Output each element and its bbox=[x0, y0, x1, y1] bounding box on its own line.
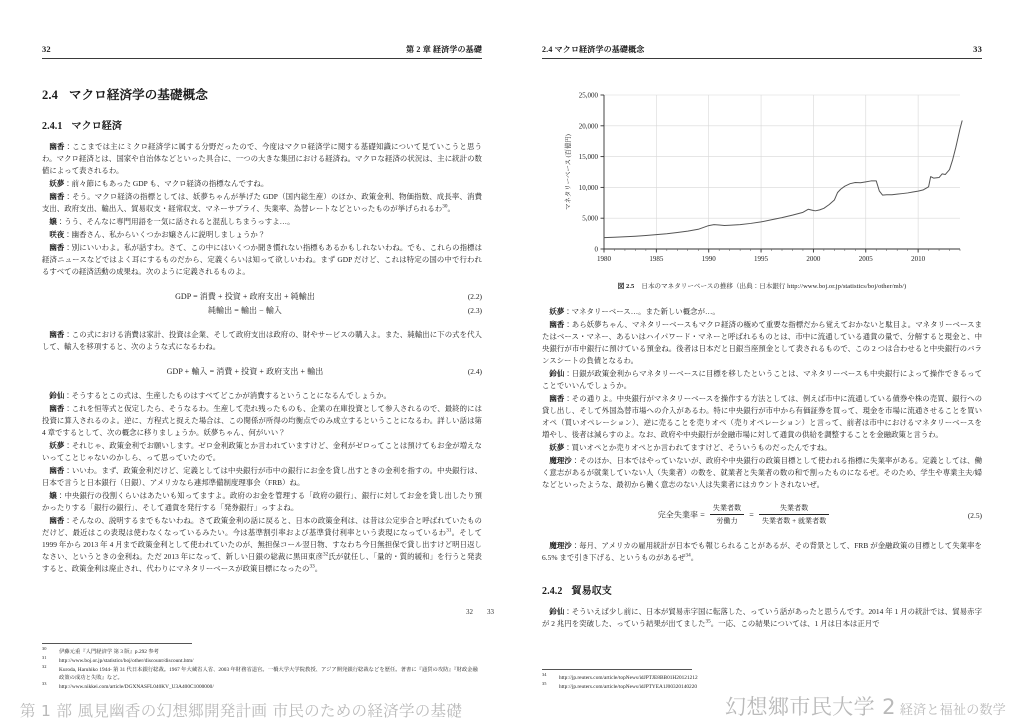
section-title: マクロ経済学の基礎概念 bbox=[69, 88, 208, 102]
paragraph: 嬢：うう、そんなに専門用語を一気に話されると混乱しちまうっすよ…。 bbox=[49, 216, 295, 226]
section-number: 2.4 bbox=[42, 88, 58, 102]
paragraph: 妖夢：前々節にもあった GDP も、マクロ経済の指標なんですね。 bbox=[49, 178, 269, 188]
section-title-right: 2.4 マクロ経済学の基礎概念 bbox=[542, 45, 645, 54]
equation-2-5 bbox=[542, 504, 982, 527]
paragraph: 幽香：これを恒等式と仮定したら、そうなるわ。生産して売れ残ったものも、企業の在庫投資として参入されるので、最終的には投資に算入されるのよ。逆に、方程式と捉えた場合は、この関係が所得の均衡点でのみ成立するということになるわ。詳しい話は第 4 章でするとして、次の概念に移りましょうか。妖夢ちゃん、何がいい？ bbox=[42, 403, 482, 437]
svg-text:1990: 1990 bbox=[701, 255, 716, 263]
svg-text:15,000: 15,000 bbox=[578, 153, 598, 162]
footnote-rule bbox=[42, 643, 192, 644]
paragraph: 魔理沙：そのほか、日本ではやっていないが、政府や中央銀行の政策目標として使われる指標に失業率がある。定義としては、働く意志があるが就業していない人（失業者）の数を、就業者と失業者の数の和で割ったものになるぜ。そのため、学生や専業主夫/婦などといったような、最初から働く意志のない人は失業者にはカウントされないぜ。 bbox=[542, 455, 982, 489]
paragraph: 咲夜：幽香さん、私からいくつかお嬢さんに説明しましょうか？ bbox=[49, 229, 266, 239]
footnote-ref-31[interactable]: 31 bbox=[446, 527, 452, 534]
folio-right: 33 bbox=[973, 44, 982, 54]
subsection-heading-242 bbox=[542, 582, 982, 597]
paragraph: 妖夢：それじゃ、政策金利でお願いします。ゼロ金利政策とか言われていますけど、金利がゼロってことは預けてもお金が増えないってことじゃないのかしら、って思っていたので。 bbox=[42, 440, 482, 462]
equation-body: 純輸出 = 輸出 − 輸入 bbox=[207, 305, 283, 315]
paragraph: 幽香：あら妖夢ちゃん、マネタリーベースもマクロ経済の極めて重要な指標だから覚えておかないと駄目よ。マネタリーベースまたはベース・マネー、あるいはハイパワード・マネーと呼ばれるものとは、市中に流通している通貨の量で、分解すると現金と、中央銀行が市中銀行に預けている預金ね。後者は日本だと日銀当座預金として表されるもので、この 2 つは合わせると中央銀行のバランスシートの負債となるわ。 bbox=[542, 319, 982, 365]
footnote-item: $^{33}$http://www.nikkei.com/article/DGXNASFL040KV_U3A400C1000000/ bbox=[42, 681, 214, 691]
paragraph: 妖夢：マネタリーベース…。また新しい概念が…。 bbox=[549, 307, 720, 316]
page-right bbox=[512, 0, 1024, 727]
paragraph: 鈴仙：そうするとこの式は、生産したものはすべてどこかが消費するということになるんでしょうか。 bbox=[49, 390, 391, 400]
paragraph: 幽香：ここまでは主にミクロ経済学に属する分野だったので、今度はマクロ経済学に関する基礎知識について見ていこうと思うわ。マクロ経済とは、国家や自治体などといった具合に、一つの大きな集団における経済ね。マクロな経済の状況は、主に統計の数値によって表されるわ。 bbox=[42, 142, 482, 175]
footnote-item: $^{34}$http://jp.reuters.com/article/topNews/idJPTJE8BB01H20121212 bbox=[542, 672, 698, 682]
footnote-ref-35[interactable]: 35 bbox=[705, 618, 711, 625]
footnote-ref-30[interactable]: 30 bbox=[442, 203, 448, 210]
footnote-item: $^{31}$http://www.boj.or.jp/statistics/boj/other/discount/discount.htm/ bbox=[42, 655, 194, 665]
chart-container bbox=[542, 85, 982, 275]
svg-text:2000: 2000 bbox=[806, 255, 821, 263]
figure-caption bbox=[542, 281, 982, 290]
paragraph: 鈴仙：日銀が政策金利からマネタリーベースに目標を移したということは、マネタリーベースも中央銀行によって操作できるってことでいいんでしょうか。 bbox=[542, 368, 982, 390]
equation-2-2 bbox=[42, 291, 482, 302]
subsection-title: 貿易収支 bbox=[571, 585, 612, 597]
svg-text:2005: 2005 bbox=[858, 255, 873, 263]
banner-subtitle: 経済と福祉の数学 bbox=[899, 703, 1006, 718]
equation-body: 完全失業率 = $\frac{\text{失業者数}}{\text{労働力}}$ = $\frac{\text{失業者数}}{\text{失業者数 + 就業者数}}$ bbox=[542, 504, 948, 527]
equation-tag: (2.5) bbox=[967, 510, 982, 520]
gutter-mark-left: 32 bbox=[466, 608, 473, 616]
svg-text:25,000: 25,000 bbox=[578, 91, 598, 100]
svg-text:1985: 1985 bbox=[649, 255, 664, 263]
paragraph: 幽香：別にいいわよ。私が話すわ。さて、この中にはいくつか聞き慣れない指標もあるかもしれないわね。でも、これらの指標は経済ニュースなどではよく耳にするものだから、定義くらいは知って欲しいわね。まず GDP だけど、これは特定の国の中で行われるすべての経済活動の成果ね。次のように定義されるものよ。 bbox=[42, 242, 482, 276]
fraction-expanded: $\frac{\text{失業者数}}{\text{失業者数 + 就業者数}}$ bbox=[759, 503, 829, 526]
chapter-title-left: 第 2 章 経済学の基礎 bbox=[406, 45, 482, 54]
equation-body: GDP + 輸入 = 消費 + 投資 + 政府支出 + 輸出 bbox=[166, 366, 324, 376]
svg-text:1980: 1980 bbox=[597, 255, 611, 263]
svg-text:20,000: 20,000 bbox=[578, 122, 598, 131]
figure-caption-text: 日本のマネタリーベースの推移（出典：日本銀行 http://www.boj.or.jp/statistics/boj/other/mb/) bbox=[641, 283, 907, 290]
subsection-number: 2.4.2 bbox=[542, 585, 563, 597]
svg-text:5,000: 5,000 bbox=[582, 214, 598, 223]
svg-text:10,000: 10,000 bbox=[578, 183, 598, 192]
gutter-page-marks bbox=[466, 608, 494, 616]
paragraph: 幽香：その通りよ。中央銀行がマネタリーベースを操作する方法としては、例えば市中に流通している債券や株の売買、銀行への貸し出し、そして外国為替市場への介入があるわ。特に中央銀行が市中から有価証券を買って、現金を市場に流通させることを買いオペ（買いオペレーション）、逆に売ることを売りオペ（売りオペレーション）と言って、前者は市中におけるマネタリーベースを増やし、後者は減らすのよ。なお、政府や中央銀行が金融市場に対して通貨の供給を調整することを金融政策と言うわ。 bbox=[542, 393, 982, 439]
footnote-item: $^{35}$http://jp.reuters.com/article/topNews/idJPTYEA1J00320140220 bbox=[542, 681, 698, 691]
equation-body: GDP = 消費 + 投資 + 政府支出 + 純輸出 bbox=[175, 291, 315, 301]
svg-text:マネタリーベース (百億円): マネタリーベース (百億円) bbox=[565, 134, 572, 210]
paragraph: 鈴仙：そういえば少し前に、日本が貿易赤字国に転落した、っていう話があったと思うんです。2014 年 1 月の統計では、貿易赤字が 2 兆円を突破した、っていう結果が出てました$^{35}$。一応、この結果については、1 月は日本は正月で bbox=[542, 606, 982, 628]
banner-left-text: 第 1 部 風見幽香の幻想郷開発計画 市民のための経済学の基礎 bbox=[20, 702, 463, 720]
figure-monetary-base bbox=[542, 85, 982, 290]
paragraph: 幽香：いいわ。まず、政策金利だけど、定義としては中央銀行が市中の銀行にお金を貸し出すときの金利を指すの。中央銀行は、日本で言うと日本銀行（日銀）、アメリカなら連邦準備制度理事会（FRB）ね。 bbox=[42, 465, 482, 487]
figure-label: 図 2.5 bbox=[617, 283, 635, 290]
subsection-heading-241 bbox=[42, 117, 482, 132]
footnotes-left bbox=[42, 643, 482, 693]
running-head-left bbox=[42, 44, 482, 59]
paragraph: 嬢：中央銀行の役割くらいはあたいも知ってますよ。政府のお金を管理する「政府の銀行」、銀行に対してお金を貸し出したり預かったりする「銀行の銀行」、そして通貨を発行する「発券銀行」っすよね。 bbox=[42, 490, 482, 512]
paragraph: 幽香：この式における消費は家計、投資は企業、そして政府支出は政府の、財やサービスの購入よ。また、純輸出に下の式を代入して、輸入を移項すると、次のような式になるわね。 bbox=[42, 329, 482, 351]
footnotes-right bbox=[542, 669, 982, 693]
paragraph: 妖夢：買いオペとか売りオペとか言われてますけど、そういうものだったんですね。 bbox=[549, 442, 832, 452]
gutter-mark-right: 33 bbox=[487, 608, 494, 616]
subsection-title: マクロ経済 bbox=[71, 121, 122, 132]
svg-text:0: 0 bbox=[594, 245, 598, 254]
section-heading bbox=[42, 85, 482, 103]
svg-text:2010: 2010 bbox=[911, 255, 926, 263]
equation-lhs: 完全失業率 bbox=[657, 510, 699, 520]
equation-2-3 bbox=[42, 305, 482, 316]
footnote-rule bbox=[542, 669, 692, 670]
equation-tag: (2.2) bbox=[467, 291, 482, 301]
footnote-item: $^{32}$Kuroda, Haruhiko 1944- 第 31 代日本銀行総裁。1967 年大蔵省入省、2003 年財務省退官。一橋大学大学院教授、アジア開発銀行総裁などを歴任。著書に『通貨の攻防』『財政金融政策の成功と失敗』など。 bbox=[42, 664, 478, 682]
folio-left: 32 bbox=[42, 44, 51, 54]
footnote-ref-32[interactable]: 32 bbox=[323, 551, 329, 558]
footnote-ref-33[interactable]: 33 bbox=[309, 563, 315, 570]
equation-2-4 bbox=[42, 366, 482, 377]
equation-block-gdp bbox=[42, 291, 482, 316]
banner-title: 幻想郷市民大学 2 bbox=[725, 695, 896, 719]
equation-block-unemployment bbox=[542, 504, 982, 527]
footnote-ref-34[interactable]: 34 bbox=[685, 552, 691, 559]
equation-tag: (2.4) bbox=[467, 366, 482, 376]
running-head-right bbox=[542, 44, 982, 59]
paragraph: 幽香：そんなの、説明するまでもないわね。さて政策金利の話に戻ると、日本の政策金利は、は昔は公定歩合と呼ばれていたものだけど、最近はこの表現は使わなくなっているみたい。今は基準割引率および基準貸付利率という表現になっているわ$^{31}$。そして 1999 年から 2013 年 4 月まで政策金利として使われていたのが、無担保コール翌日物、すなわち今日無担保で貸し出すけど明日返しなさい、というときの金利ね。ただ 2013 年になって、新しい日銀の総裁に黒田東彦$^{32}$氏が就任し、「量的・質的緩和」を行うと発表すると、政策金利は廃止され、代わりにマネタリーベースが政策目標になったの$^{33}$。 bbox=[42, 515, 482, 573]
svg-text:1995: 1995 bbox=[754, 255, 769, 263]
footnote-item: $^{30}$伊藤元重『入門経済学 第 3 版』p.292 参考 bbox=[42, 646, 159, 656]
paragraph: 魔理沙：毎月、アメリカの雇用統計が日本でも報じられることがあるが、その背景として、FRB が金融政策の目標として失業率を 6.5% まで引き下げる、というものがあるぜ$^{34}$。 bbox=[542, 540, 982, 562]
monetary-base-line-chart bbox=[542, 85, 982, 275]
paragraph: 幽香：そう。マクロ経済の指標としては、妖夢ちゃんが挙げた GDP（国内総生産）のほか、政策金利、物価指数、成長率、消費支出、政府支出、輸出入、貿易収支・経常収支、マネーサプライ、失業率、為替レートなどといったものが挙げられるわ$^{30}$。 bbox=[42, 191, 483, 213]
equation-tag: (2.3) bbox=[467, 305, 482, 315]
equation-block-gdp-import bbox=[42, 366, 482, 377]
fraction-labor-force: $\frac{\text{失業者数}}{\text{労働力}}$ bbox=[710, 503, 744, 526]
subsection-number: 2.4.1 bbox=[42, 121, 63, 132]
